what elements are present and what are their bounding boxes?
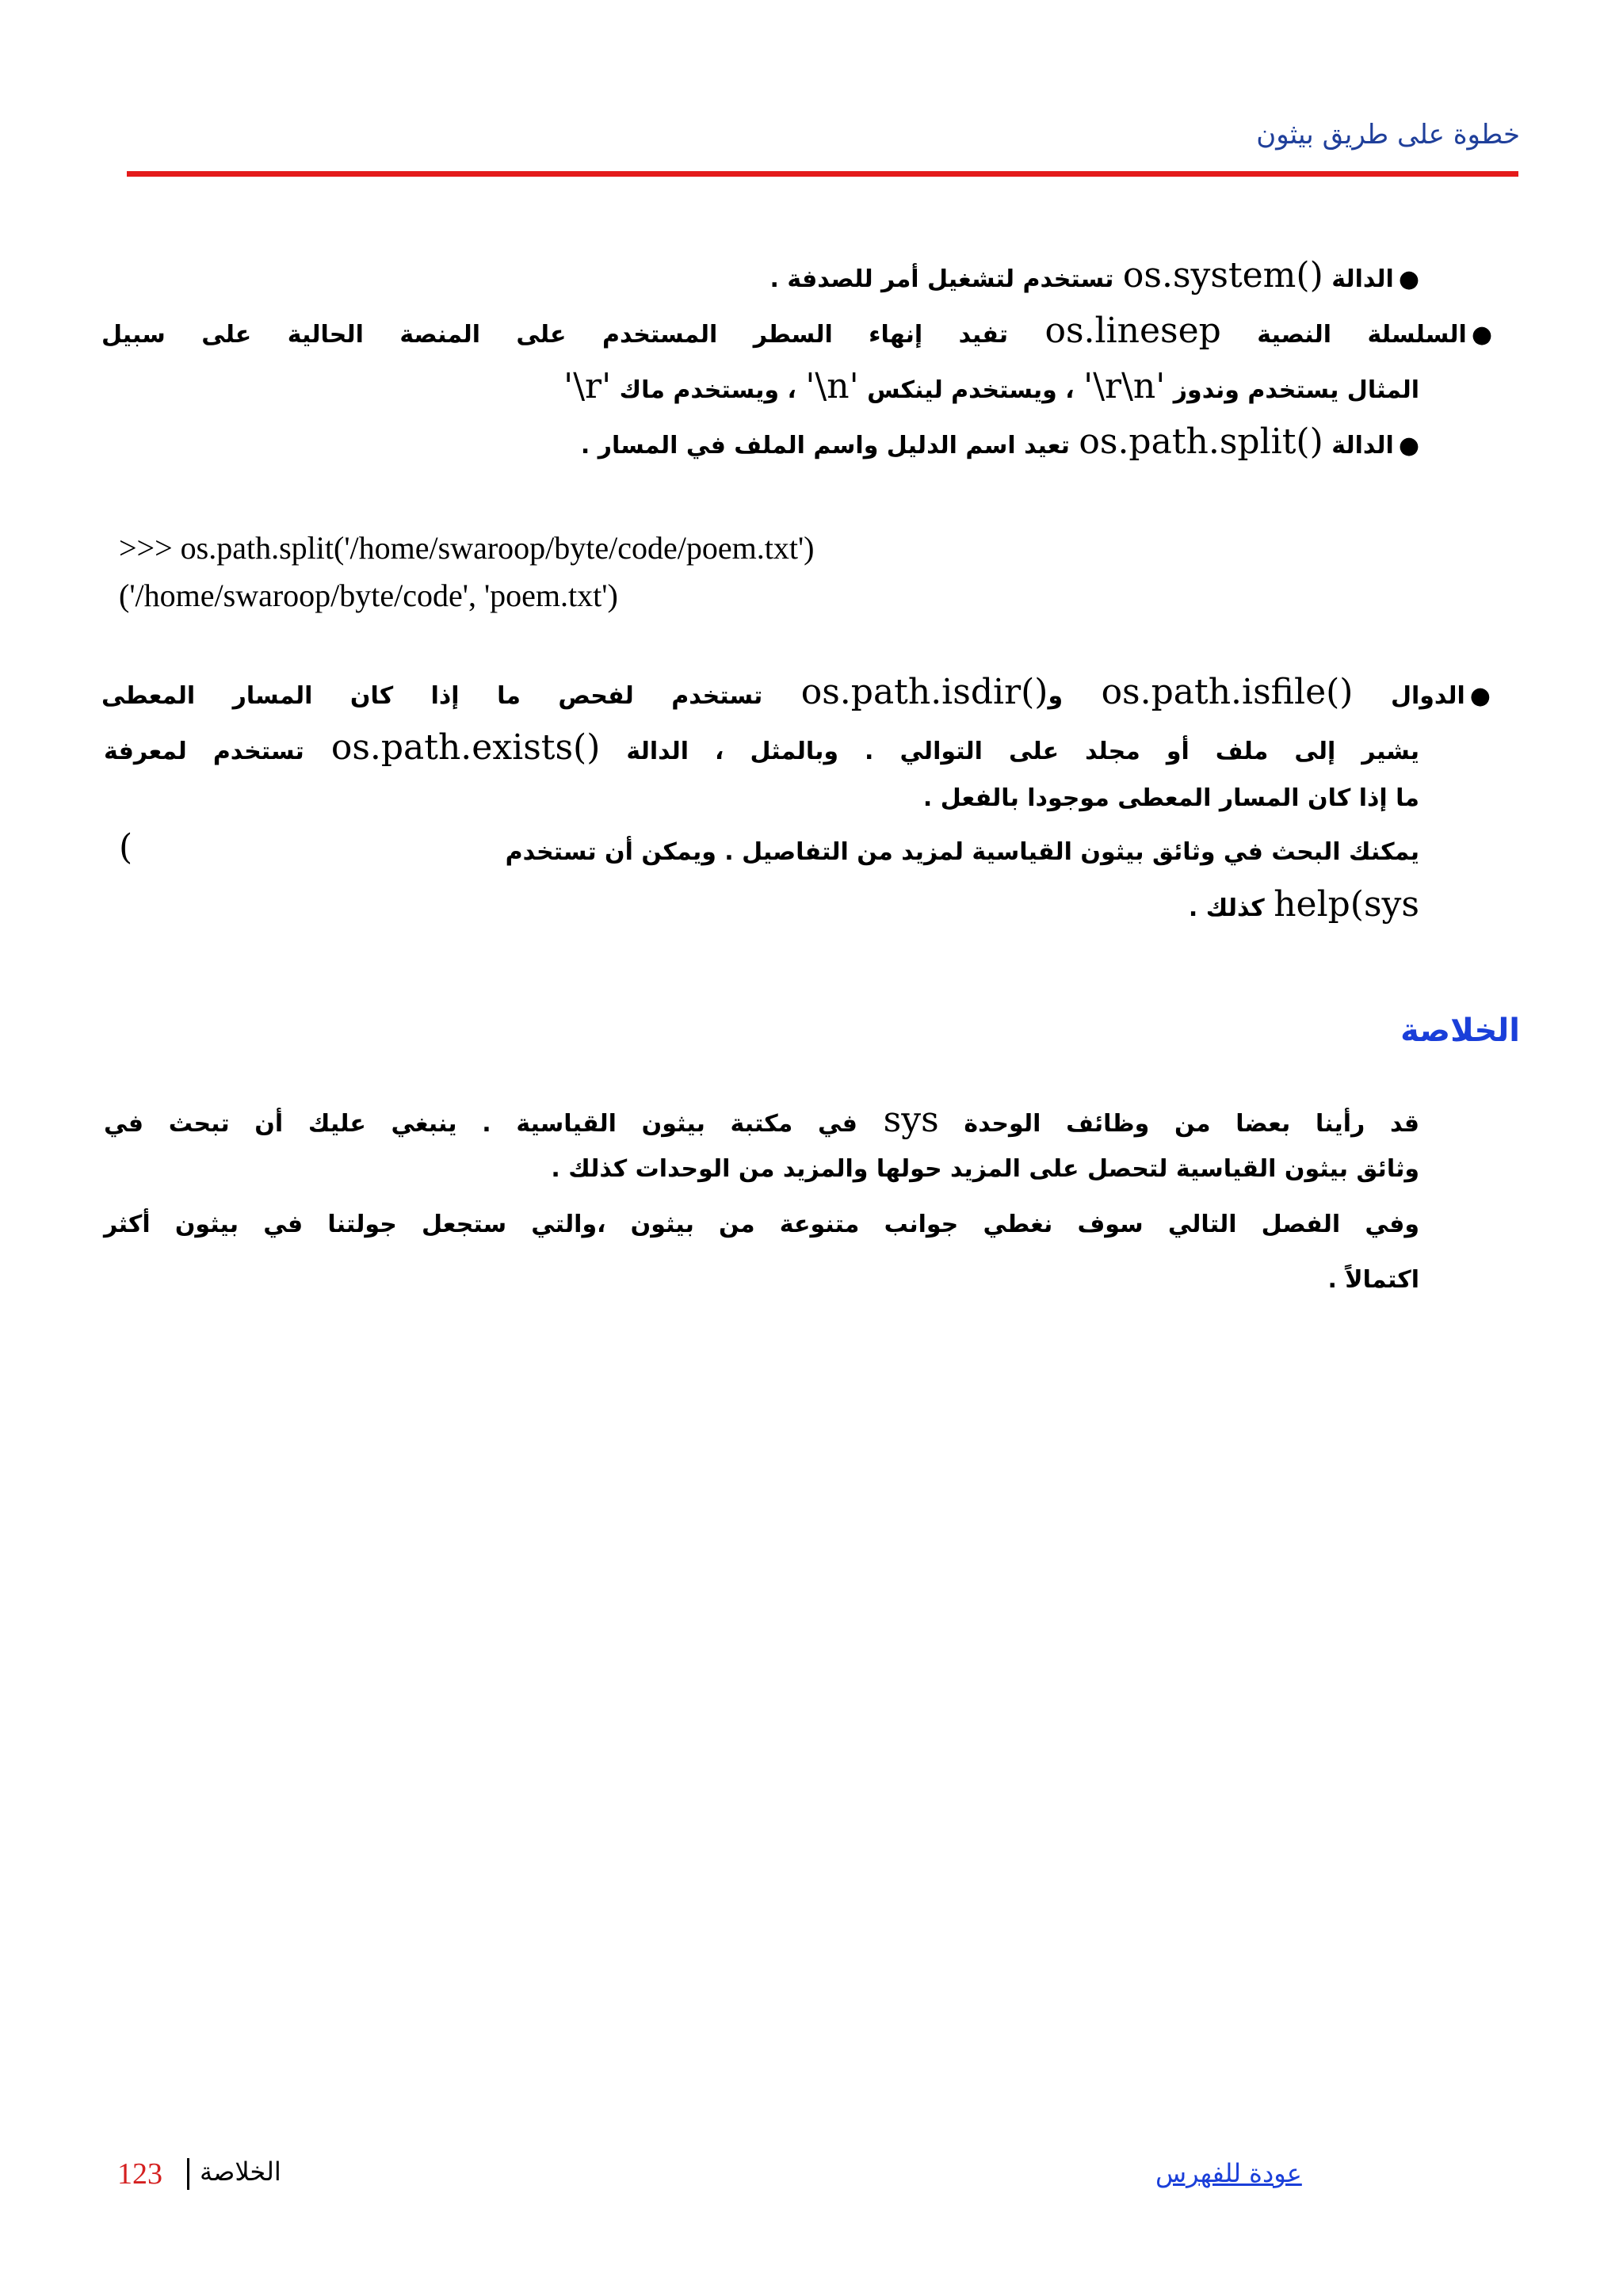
help-sys-code: help(sys: [1274, 884, 1419, 925]
code-term: sys: [883, 1100, 939, 1140]
text-run: تستخدم لمعرفة: [104, 738, 331, 765]
text-run: وثائق بيثون القياسية لتحصل على المزيد حولها والمزيد من الوحدات كذلك .: [551, 1155, 1419, 1183]
code-term: os.system(): [1122, 255, 1323, 296]
bullet-text: [922, 784, 1419, 812]
bullet-dot: ●: [1398, 432, 1419, 460]
text-run: تستخدم لتشغيل أمر للصدفة .: [769, 265, 1123, 293]
text-run: الدالة: [1323, 265, 1394, 293]
header-rule: [127, 171, 1518, 177]
text-run: ما إذا كان المسار المعطى موجودا بالفعل .: [922, 784, 1419, 812]
section-heading: الخلاصة: [1400, 1013, 1520, 1049]
bullet-text: [104, 727, 1419, 768]
tip-line-2: [1189, 884, 1419, 925]
text-run: ، ويستخدم ماك: [611, 376, 806, 404]
summary-text: [104, 1211, 1419, 1238]
bullet-os-path-isfile: [101, 672, 1520, 712]
text-run: السلسلة النصية: [1220, 321, 1467, 349]
footer-separator: [187, 2158, 189, 2190]
bullet-dot: ●: [1469, 682, 1520, 710]
summary-text: [104, 1100, 1419, 1140]
code-term: os.path.exists(): [330, 727, 601, 768]
bullet-os-path-split: [581, 421, 1419, 462]
text-run: الدالة: [1323, 432, 1394, 460]
tip-line-1: يمكنك البحث في وثائق بيثون القياسية لمزيد من التفاصيل . ويمكن أن تستخدم: [505, 838, 1419, 866]
text-run: ، ويستخدم لينكس: [858, 376, 1084, 404]
code-term: os.path.isfile(): [1101, 672, 1354, 712]
code-line-1: >>> os.path.split('/home/swaroop/byte/code/poem.txt'): [119, 530, 815, 566]
back-to-index-link[interactable]: عودة للفهرس: [1155, 2158, 1302, 2188]
code-term: os.path.isdir(): [800, 672, 1048, 712]
text-run: تفيد إنهاء السطر المستخدم على المنصة الحالية على سبيل: [101, 321, 1045, 349]
bullet-dot: ●: [1398, 265, 1419, 293]
text-run: تعيد اسم الدليل واسم الملف في المسار .: [580, 432, 1079, 460]
code-term: '\r': [563, 366, 612, 406]
code-term: os.path.split(): [1079, 421, 1323, 462]
page-number: 123: [117, 2157, 162, 2191]
tip-paren: (: [119, 827, 133, 868]
bullet-os-system: [770, 255, 1419, 296]
bullet-text: [769, 255, 1394, 296]
bullet-text: [563, 366, 1419, 406]
text-run: اكتمالاً .: [1327, 1266, 1419, 1294]
bullet-text: [101, 311, 1467, 351]
header-title: خطوة على طريق بيثون: [1256, 119, 1520, 151]
summary-line-1: [104, 1100, 1419, 1140]
bullet-os-path-isfile-cont-1: [104, 727, 1419, 768]
code-line-2: ('/home/swaroop/byte/code', 'poem.txt'): [119, 578, 618, 613]
footer-chapter-title: الخلاصة: [200, 2157, 281, 2187]
summary-line-2: [551, 1155, 1419, 1183]
text-run: الدوال: [1353, 682, 1465, 710]
code-term: os.linesep: [1044, 311, 1221, 351]
summary-line-3: [104, 1211, 1419, 1238]
code-term: '\r\n': [1083, 366, 1166, 406]
text-run: يشير إلى ملف أو مجلد على التوالي . وبالمثل ، الدالة: [600, 738, 1419, 765]
text-run: تستخدم لفحص ما إذا كان المسار المعطى: [101, 682, 801, 710]
bullet-text: [101, 672, 1465, 712]
bullet-text: [580, 421, 1394, 462]
text-run: قد رأينا بعضا من وظائف الوحدة: [938, 1110, 1419, 1138]
code-term: '\n': [805, 366, 859, 406]
bullet-os-linesep-cont: [563, 366, 1419, 406]
bullet-dot: ●: [1471, 321, 1520, 349]
bullet-os-linesep: [101, 311, 1520, 351]
text-run: في مكتبة بيثون القياسية . ينبغي عليك أن تبحث في: [104, 1110, 884, 1138]
summary-text: [1327, 1266, 1419, 1294]
summary-text: [551, 1155, 1419, 1183]
tip-line-2-text: كذلك .: [1188, 894, 1274, 922]
text-run: و: [1048, 682, 1102, 710]
summary-line-4: [1327, 1266, 1419, 1294]
text-run: وفي الفصل التالي سوف نغطي جوانب متنوعة من بيثون ،والتي ستجعل جولتنا في بيثون أكثر: [104, 1211, 1419, 1238]
text-run: المثال يستخدم وندوز: [1165, 376, 1419, 404]
bullet-os-path-isfile-cont-2: [923, 784, 1419, 812]
